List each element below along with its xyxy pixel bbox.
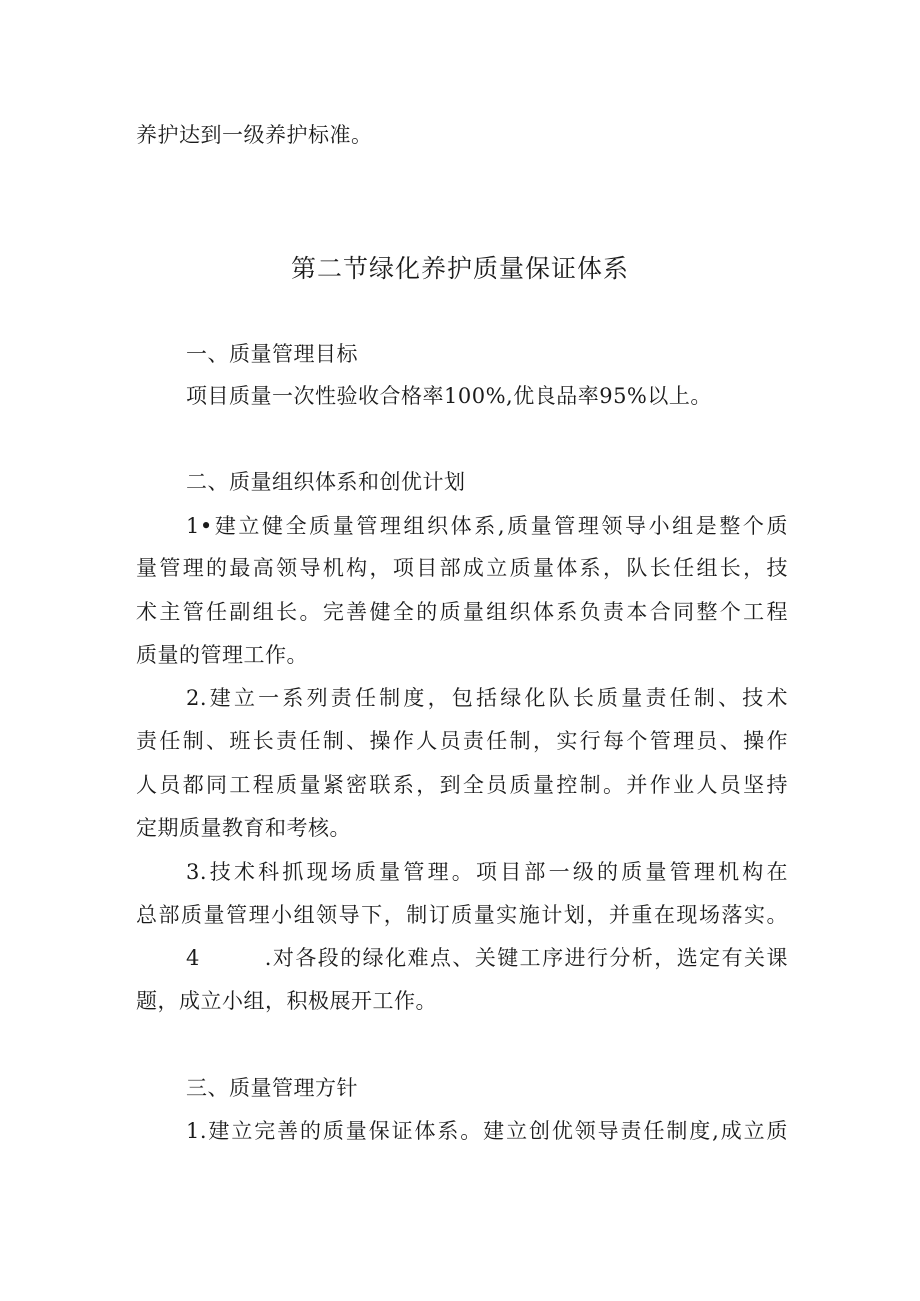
paragraph-line: 术主管任副组长。完善健全的质量组织体系负责本合同整个工程 (136, 600, 788, 624)
paragraph-line: 2.建立一系列责任制度，包括绿化队长质量责任制、技术 (186, 686, 788, 710)
heading-quality-goal: 一、质量管理目标 (186, 342, 358, 366)
paragraph-line: 养护达到一级养护标准。 (136, 123, 373, 147)
paragraph-line: 责任制、班长责任制、操作人员责任制，实行每个管理员、操作 (136, 729, 788, 753)
section-title: 第二节绿化养护质量保证体系 (290, 254, 629, 283)
paragraph-line: 题，成立小组，积极展开工作。 (136, 989, 437, 1013)
paragraph-line: 总部质量管理小组领导下，制订质量实施计划，并重在现场落实。 (136, 903, 788, 927)
paragraph-line: 定期质量教育和考核。 (136, 816, 351, 840)
paragraph-line: 人员都同工程质量紧密联系，到全员质量控制。并作业人员坚持 (136, 773, 788, 797)
paragraph-line: 4 .对各段的绿化难点、关键工序进行分析，选定有关课 (186, 946, 788, 970)
paragraph-line: 1•建立健全质量管理组织体系,质量管理领导小组是整个质 (186, 514, 788, 538)
heading-quality-organization: 二、质量组织体系和创优计划 (186, 470, 466, 494)
paragraph-line: 1.建立完善的质量保证体系。建立创优领导责任制度,成立质 (186, 1119, 788, 1143)
paragraph-line: 量管理的最高领导机构，项目部成立质量体系，队长任组长，技 (136, 556, 788, 580)
paragraph-line: 3.技术科抓现场质量管理。项目部一级的质量管理机构在 (186, 860, 788, 884)
heading-quality-policy: 三、质量管理方针 (186, 1076, 358, 1100)
paragraph-line: 项目质量一次性验收合格率100%,优良品率95%以上。 (186, 384, 712, 408)
paragraph-line: 质量的管理工作。 (136, 643, 308, 667)
